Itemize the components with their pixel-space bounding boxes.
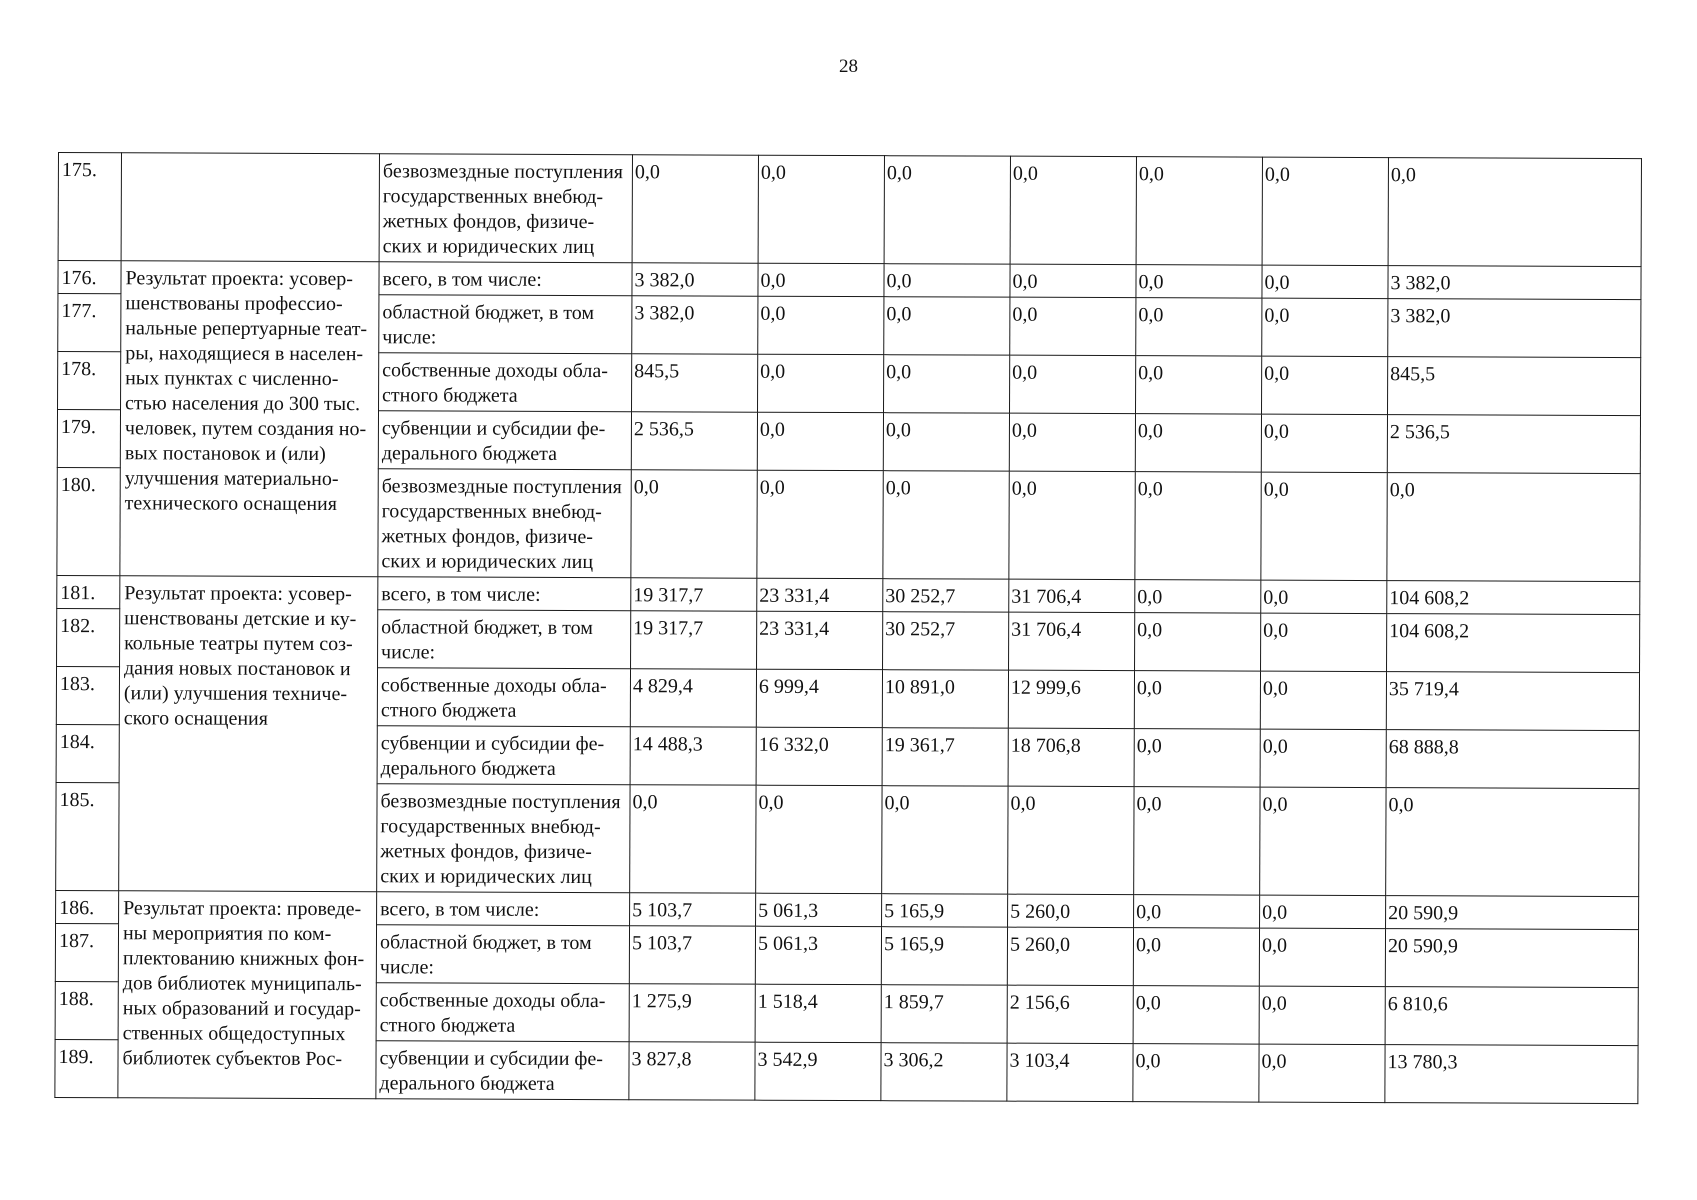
total-value-cell: 104 608,2 bbox=[1387, 614, 1640, 673]
project-result-line: ны мероприятия по ком- bbox=[122, 922, 332, 946]
funding-source-line: числе: bbox=[379, 956, 434, 979]
funding-source-cell bbox=[376, 983, 629, 1042]
value-cell: 3 382,0 bbox=[632, 296, 758, 354]
value-cell: 0,0 bbox=[756, 785, 882, 893]
value-cell: 0,0 bbox=[1259, 986, 1385, 1044]
value-cell: 1 518,4 bbox=[755, 984, 881, 1042]
value-cell: 5 103,7 bbox=[630, 893, 756, 926]
project-result-line: библиотек субъектов Рос- bbox=[122, 1047, 343, 1071]
funding-source-line: всего, в том числе: bbox=[382, 268, 542, 291]
value-cell: 3 542,9 bbox=[755, 1042, 881, 1100]
value-cell: 0,0 bbox=[884, 355, 1010, 413]
value-cell: 0,0 bbox=[883, 413, 1009, 471]
value-cell: 0,0 bbox=[1262, 157, 1388, 265]
funding-source-cell bbox=[379, 353, 632, 412]
value-cell: 0,0 bbox=[758, 263, 884, 296]
funding-source-line: дерального бюджета bbox=[381, 442, 558, 465]
value-cell: 5 165,9 bbox=[881, 927, 1007, 985]
funding-source-line: государственных внебюд- bbox=[380, 815, 601, 839]
value-cell: 0,0 bbox=[1009, 413, 1135, 471]
value-cell: 0,0 bbox=[1010, 264, 1136, 297]
project-result-line: ных пунктах с численно- bbox=[125, 367, 339, 391]
value-cell: 19 361,7 bbox=[882, 728, 1008, 786]
value-cell: 10 891,0 bbox=[882, 670, 1008, 728]
project-result-line: вых постановок и (или) bbox=[124, 442, 326, 466]
project-result-cell bbox=[121, 153, 379, 262]
value-cell: 12 999,6 bbox=[1008, 670, 1134, 728]
project-result-line: (или) улучшения техниче- bbox=[123, 682, 348, 706]
total-value-cell: 0,0 bbox=[1386, 788, 1639, 897]
project-result-line: шенствованы детские и ку- bbox=[124, 607, 357, 631]
project-result-line: ского оснащения bbox=[123, 707, 268, 730]
funding-source-line: собственные доходы обла- bbox=[379, 989, 606, 1013]
value-cell: 0,0 bbox=[1260, 787, 1386, 895]
funding-source-cell bbox=[376, 1041, 629, 1100]
funding-source-line: субвенции и субсидии фе- bbox=[379, 1047, 604, 1071]
row-number: 186. bbox=[56, 890, 119, 923]
project-result-line: нальные репертуарные теат- bbox=[125, 317, 368, 341]
funding-source-line: стного бюджета bbox=[380, 699, 517, 722]
row-number: 179. bbox=[57, 410, 120, 468]
value-cell: 23 331,4 bbox=[757, 578, 883, 611]
value-cell: 16 332,0 bbox=[756, 727, 882, 785]
value-cell: 0,0 bbox=[1010, 297, 1136, 355]
table-body bbox=[55, 153, 1642, 1104]
row-number: 178. bbox=[58, 352, 121, 410]
value-cell: 1 859,7 bbox=[881, 985, 1007, 1043]
value-cell: 5 103,7 bbox=[629, 926, 755, 984]
value-cell: 0,0 bbox=[1260, 729, 1386, 787]
value-cell: 1 275,9 bbox=[629, 984, 755, 1042]
project-result-line: шенствованы профессио- bbox=[125, 292, 343, 316]
value-cell: 3 103,4 bbox=[1007, 1043, 1133, 1101]
value-cell: 19 317,7 bbox=[631, 578, 757, 611]
value-cell: 0,0 bbox=[1136, 298, 1262, 356]
funding-source-line: субвенции и субсидии фе- bbox=[380, 732, 605, 756]
value-cell: 18 706,8 bbox=[1008, 728, 1134, 786]
value-cell: 0,0 bbox=[1262, 298, 1388, 356]
value-cell: 0,0 bbox=[1010, 156, 1136, 264]
funding-source-cell bbox=[379, 295, 632, 354]
project-result-line: дания новых постановок и bbox=[123, 657, 351, 681]
value-cell: 0,0 bbox=[1133, 1044, 1259, 1102]
row-number: 187. bbox=[55, 923, 118, 981]
value-cell: 0,0 bbox=[758, 354, 884, 412]
funding-source-line: дерального бюджета bbox=[380, 757, 556, 780]
project-result-line: ных образований и государ- bbox=[122, 997, 361, 1021]
value-cell: 0,0 bbox=[1262, 356, 1388, 414]
value-cell: 4 829,4 bbox=[630, 669, 756, 727]
value-cell: 0,0 bbox=[758, 296, 884, 354]
row-number: 189. bbox=[55, 1039, 118, 1097]
value-cell: 0,0 bbox=[884, 297, 1010, 355]
total-value-cell: 3 382,0 bbox=[1388, 299, 1641, 358]
value-cell: 0,0 bbox=[1261, 472, 1387, 580]
value-cell: 6 999,4 bbox=[756, 669, 882, 727]
total-value-cell: 68 888,8 bbox=[1386, 730, 1639, 789]
funding-source-line: государственных внебюд- bbox=[381, 500, 602, 524]
funding-source-cell bbox=[376, 925, 629, 984]
value-cell: 0,0 bbox=[1136, 356, 1262, 414]
total-value-cell: 0,0 bbox=[1387, 473, 1640, 582]
project-result-line: Результат проекта: проведе- bbox=[123, 897, 362, 921]
funding-source-line: дерального бюджета bbox=[379, 1072, 555, 1095]
project-result-line: плектованию книжных фон- bbox=[122, 947, 365, 971]
total-value-cell: 35 719,4 bbox=[1386, 672, 1639, 731]
value-cell: 5 061,3 bbox=[756, 893, 882, 926]
value-cell: 0,0 bbox=[1133, 986, 1259, 1044]
value-cell: 0,0 bbox=[1260, 671, 1386, 729]
total-value-cell: 845,5 bbox=[1388, 357, 1641, 416]
value-cell: 5 061,3 bbox=[755, 926, 881, 984]
funding-source-line: жетных фондов, физиче- bbox=[381, 525, 594, 549]
value-cell: 0,0 bbox=[1136, 265, 1262, 298]
project-result-cell bbox=[119, 576, 378, 892]
value-cell: 0,0 bbox=[1133, 928, 1259, 986]
document-page bbox=[54, 152, 1641, 1098]
value-cell: 0,0 bbox=[1262, 265, 1388, 298]
row-number: 176. bbox=[58, 261, 121, 294]
row-number: 185. bbox=[56, 782, 119, 890]
value-cell: 2 536,5 bbox=[631, 412, 757, 470]
page-number: 28 bbox=[839, 56, 858, 77]
project-result-line: стью населения до 300 тыс. bbox=[124, 392, 361, 416]
funding-source-line: ских и юридических лиц bbox=[382, 235, 595, 259]
value-cell: 0,0 bbox=[1135, 414, 1261, 472]
value-cell: 3 382,0 bbox=[632, 263, 758, 296]
value-cell: 19 317,7 bbox=[631, 611, 757, 669]
table-row bbox=[56, 890, 1639, 929]
value-cell: 0,0 bbox=[757, 470, 883, 578]
value-cell: 0,0 bbox=[1135, 472, 1261, 580]
table-row bbox=[58, 261, 1641, 300]
funding-source-line: областной бюджет, в том bbox=[379, 931, 592, 955]
value-cell: 0,0 bbox=[1008, 786, 1134, 894]
value-cell: 0,0 bbox=[630, 785, 756, 893]
total-value-cell: 20 590,9 bbox=[1386, 896, 1639, 930]
value-cell: 30 252,7 bbox=[883, 579, 1009, 612]
funding-source-cell bbox=[378, 411, 631, 470]
project-result-line: улучшения материально- bbox=[124, 467, 339, 491]
value-cell: 2 156,6 bbox=[1007, 985, 1133, 1043]
project-result-cell bbox=[118, 891, 377, 1099]
funding-source-cell bbox=[378, 577, 631, 611]
funding-source-line: областной бюджет, в том bbox=[382, 301, 595, 325]
row-number: 184. bbox=[56, 724, 119, 782]
value-cell: 3 827,8 bbox=[629, 1042, 755, 1100]
row-number: 175. bbox=[58, 153, 121, 261]
project-result-line: ры, находящиеся в населен- bbox=[125, 342, 364, 366]
row-number: 177. bbox=[58, 294, 121, 352]
funding-source-line: числе: bbox=[382, 326, 437, 349]
value-cell: 0,0 bbox=[1259, 1044, 1385, 1102]
project-result-line: ственных общедоступных bbox=[122, 1022, 346, 1046]
value-cell: 31 706,4 bbox=[1009, 579, 1135, 612]
funding-source-line: числе: bbox=[381, 641, 436, 664]
total-value-cell: 104 608,2 bbox=[1387, 581, 1640, 615]
funding-source-line: жетных фондов, физиче- bbox=[382, 210, 595, 234]
project-result-line: человек, путем создания но- bbox=[124, 417, 367, 441]
funding-source-line: стного бюджета bbox=[379, 1014, 516, 1037]
value-cell: 0,0 bbox=[1261, 414, 1387, 472]
value-cell: 0,0 bbox=[1261, 613, 1387, 671]
funding-source-line: собственные доходы обла- bbox=[380, 674, 607, 698]
row-number: 188. bbox=[55, 981, 118, 1039]
value-cell: 5 165,9 bbox=[882, 894, 1008, 927]
table-row bbox=[57, 575, 1640, 614]
funding-source-line: безвозмездные поступления bbox=[381, 475, 622, 499]
funding-source-line: безвозмездные поступления bbox=[382, 160, 624, 184]
row-number: 180. bbox=[57, 467, 120, 575]
total-value-cell: 13 780,3 bbox=[1385, 1045, 1638, 1104]
funding-source-cell bbox=[377, 668, 630, 727]
funding-source-cell bbox=[379, 262, 632, 296]
row-number: 183. bbox=[56, 666, 119, 724]
funding-source-line: жетных фондов, физиче- bbox=[380, 840, 592, 864]
value-cell: 0,0 bbox=[1136, 157, 1262, 265]
value-cell: 0,0 bbox=[884, 264, 1010, 297]
value-cell: 23 331,4 bbox=[757, 611, 883, 669]
project-result-line: Результат проекта: усовер- bbox=[125, 267, 354, 291]
funding-source-line: субвенции и субсидии фе- bbox=[381, 417, 606, 441]
funding-source-cell bbox=[378, 610, 631, 669]
project-result-line: дов библиотек муниципаль- bbox=[122, 972, 362, 996]
value-cell: 5 260,0 bbox=[1007, 927, 1133, 985]
funding-source-line: областной бюджет, в том bbox=[381, 616, 593, 640]
table-row bbox=[58, 153, 1641, 267]
value-cell: 14 488,3 bbox=[630, 727, 756, 785]
funding-source-line: всего, в том числе: bbox=[380, 898, 540, 921]
value-cell: 0,0 bbox=[1260, 895, 1386, 928]
total-value-cell: 2 536,5 bbox=[1387, 415, 1640, 474]
project-result-cell bbox=[120, 261, 379, 577]
funding-source-line: стного бюджета bbox=[382, 384, 518, 407]
project-result-line: Результат проекта: усовер- bbox=[124, 582, 352, 606]
value-cell: 0,0 bbox=[1009, 471, 1135, 579]
value-cell: 0,0 bbox=[1135, 580, 1261, 613]
value-cell: 0,0 bbox=[1261, 580, 1387, 613]
value-cell: 5 260,0 bbox=[1008, 894, 1134, 927]
value-cell: 0,0 bbox=[1134, 787, 1260, 895]
budget-table bbox=[54, 152, 1642, 1104]
funding-source-cell bbox=[377, 784, 630, 893]
value-cell: 0,0 bbox=[632, 155, 758, 263]
total-value-cell: 3 382,0 bbox=[1388, 266, 1641, 300]
funding-source-line: собственные доходы обла- bbox=[382, 359, 608, 383]
value-cell: 0,0 bbox=[1135, 613, 1261, 671]
value-cell: 0,0 bbox=[882, 786, 1008, 894]
funding-source-cell bbox=[378, 469, 631, 578]
funding-source-line: ских и юридических лиц bbox=[380, 865, 592, 889]
funding-source-line: безвозмездные поступления bbox=[380, 790, 621, 814]
funding-source-cell bbox=[377, 892, 630, 926]
value-cell: 30 252,7 bbox=[883, 612, 1009, 670]
value-cell: 0,0 bbox=[1134, 671, 1260, 729]
total-value-cell: 6 810,6 bbox=[1385, 987, 1638, 1046]
project-result-line: кольные театры путем соз- bbox=[124, 632, 353, 656]
value-cell: 0,0 bbox=[1259, 928, 1385, 986]
funding-source-cell bbox=[379, 154, 632, 263]
value-cell: 31 706,4 bbox=[1009, 612, 1135, 670]
total-value-cell: 20 590,9 bbox=[1385, 929, 1638, 988]
value-cell: 0,0 bbox=[1134, 729, 1260, 787]
value-cell: 0,0 bbox=[884, 156, 1010, 264]
funding-source-line: ских и юридических лиц bbox=[381, 550, 594, 574]
value-cell: 0,0 bbox=[883, 471, 1009, 579]
value-cell: 0,0 bbox=[757, 412, 883, 470]
row-number: 182. bbox=[57, 608, 120, 666]
value-cell: 3 306,2 bbox=[881, 1043, 1007, 1101]
project-result-line: технического оснащения bbox=[124, 492, 338, 516]
value-cell: 845,5 bbox=[632, 354, 758, 412]
funding-source-line: государственных внебюд- bbox=[382, 185, 604, 209]
total-value-cell: 0,0 bbox=[1388, 158, 1641, 267]
row-number: 181. bbox=[57, 575, 120, 608]
value-cell: 0,0 bbox=[1010, 355, 1136, 413]
funding-source-line: всего, в том числе: bbox=[381, 583, 541, 606]
value-cell: 0,0 bbox=[631, 470, 757, 578]
value-cell: 0,0 bbox=[1134, 895, 1260, 928]
funding-source-cell bbox=[377, 726, 630, 785]
value-cell: 0,0 bbox=[758, 155, 884, 263]
